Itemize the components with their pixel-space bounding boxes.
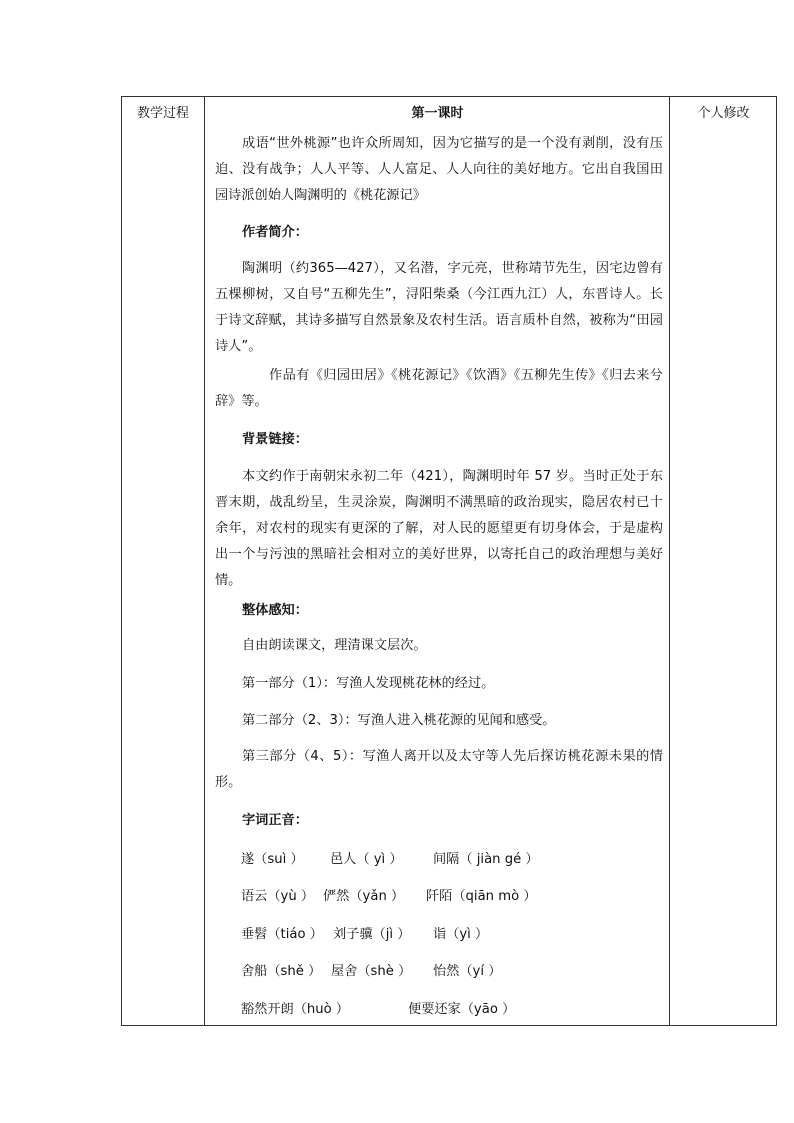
pinyin-item: 屋舍（shè ） bbox=[331, 964, 412, 979]
pinyin-item: 豁然开朗（huò ） bbox=[241, 1002, 350, 1017]
pinyin-item: 刘子骥（jì ） bbox=[333, 927, 411, 942]
lesson-content bbox=[205, 97, 670, 1025]
pinyin-item: 遂（suì ） bbox=[241, 852, 304, 867]
pinyin-item: 怡然（yí ） bbox=[433, 964, 502, 979]
overall-paragraph: 自由朗读课文，理清课文层次。 bbox=[242, 638, 427, 653]
part-two: 第二部分（2、3）：写渔人进入桃花源的见闻和感受。 bbox=[242, 713, 556, 728]
part-one: 第一部分（1）：写渔人发现桃花林的经过。 bbox=[242, 676, 495, 691]
pinyin-item: 邑人（ yì ） bbox=[330, 852, 403, 867]
pinyin-item: 垂髫（tiáo ） bbox=[241, 927, 323, 942]
pinyin-item: 诣（yì ） bbox=[433, 927, 489, 942]
column-header-teaching-process: 教学过程 bbox=[136, 106, 189, 121]
background-heading: 背景链接： bbox=[242, 432, 308, 447]
lesson-title: 第一课时 bbox=[411, 106, 464, 121]
pinyin-item: 间隔（ jiàn gé ） bbox=[433, 852, 539, 867]
intro-paragraph: 成语“世外桃源”也许众所周知，因为它描写的是一个没有剥削，没有压迫、没有战争；人人平等、人人富足、人人向往的美好地方。它出自我国田园诗派创始人陶渊明的《桃花源记》 bbox=[215, 136, 663, 203]
author-paragraph: 陶渊明（约365—427），又名潜，字元亮，世称靖节先生，因宅边曾有五棵柳树，又自号“五柳先生”，浔阳柴桑（今江西九江）人，东晋诗人。长于诗文辞赋，其诗多描写自然景象及农村生活。语言质朴自然，被称为“田园诗人”。 bbox=[215, 261, 663, 354]
pinyin-item: 俨然（yǎn ） bbox=[323, 889, 405, 904]
pinyin-item: 便要还家（yāo ） bbox=[408, 1002, 516, 1017]
author-heading: 作者简介： bbox=[242, 225, 308, 240]
lesson-table bbox=[121, 96, 777, 1026]
pinyin-item: 阡陌（qiān mò ） bbox=[426, 889, 537, 904]
background-paragraph: 本文约作于南朝宋永初二年（421），陶渊明时年 57 岁。当时正处于东晋末期，战乱纷呈，生灵涂炭，陶渊明不满黑暗的政治现实，隐居农村已十余年，对农村的现实有更深的了解，对人民的愿望更有切身体会，于是虚构出一个与污浊的黑暗社会相对立的美好世界，以寄托自己的政治理想与美好情。 bbox=[215, 469, 663, 588]
part-three: 第三部分（4、5）：写渔人离开以及太守等人先后探访桃花源未果的情形。 bbox=[215, 749, 663, 790]
pinyin-heading: 字词正音： bbox=[242, 813, 308, 828]
pinyin-item: 语云（yù ） bbox=[241, 889, 315, 904]
column-header-personal-revision: 个人修改 bbox=[697, 106, 750, 121]
overall-heading: 整体感知： bbox=[242, 603, 308, 618]
pinyin-item: 舍船（shě ） bbox=[241, 964, 322, 979]
works-paragraph: 作品有《归园田居》《桃花源记》《饮酒》《五柳先生传》《归去来兮辞》等。 bbox=[215, 368, 663, 409]
